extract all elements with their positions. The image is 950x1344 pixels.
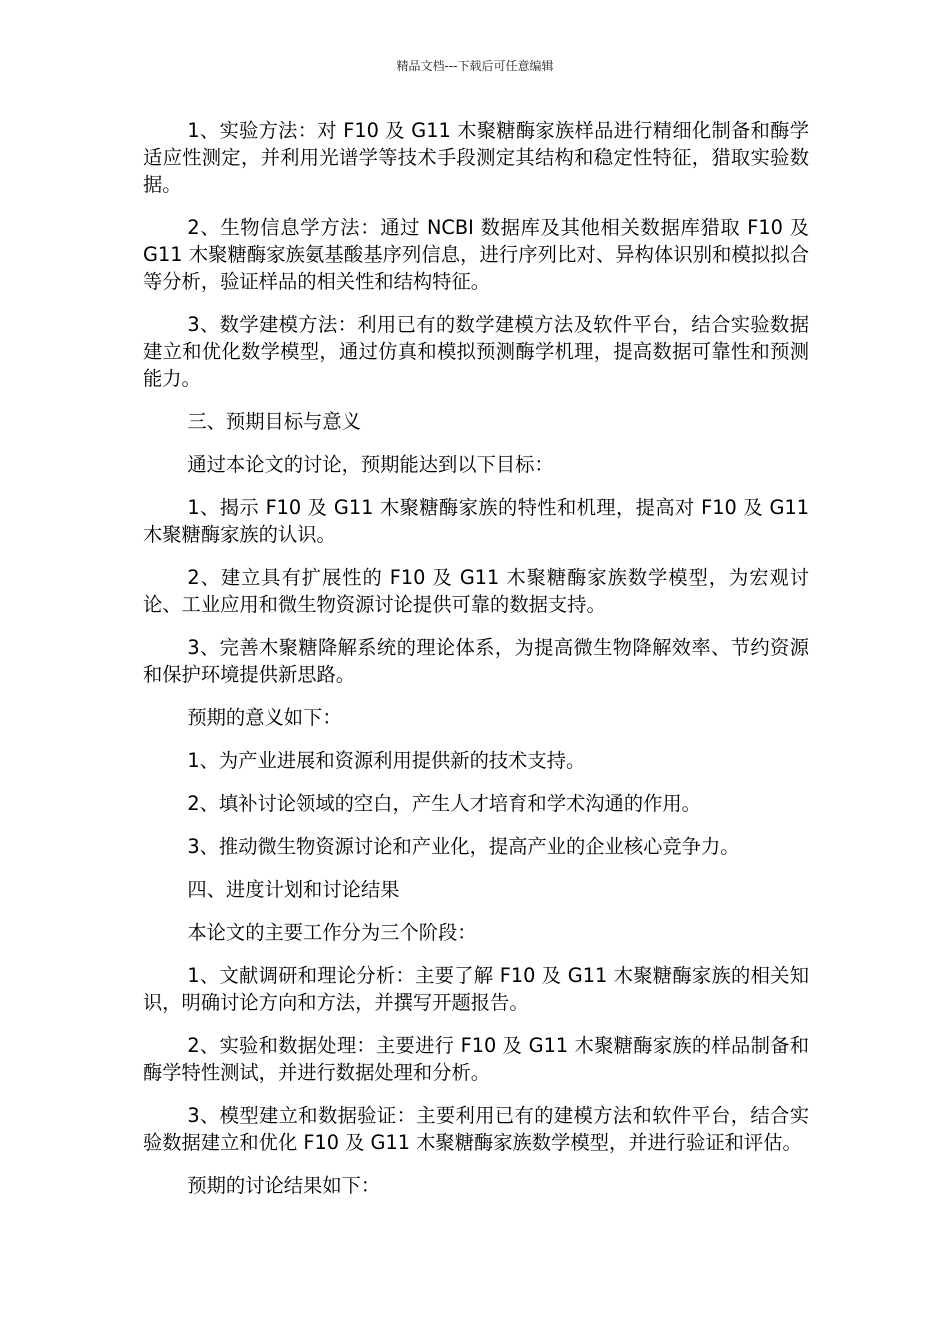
paragraph-goal-2: 2、建立具有扩展性的 F10 及 G11 木聚糖酶家族数学模型，为宏观讨论、工业应用和微生物资源讨论提供可靠的数据支持。 bbox=[143, 566, 809, 616]
paragraph-modeling-method: 3、数学建模方法：利用已有的数学建模方法及软件平台，结合实验数据建立和优化数学模型，通过仿真和模拟预测酶学机理，提高数据可靠性和预测能力。 bbox=[143, 313, 809, 390]
paragraph-stage-2: 2、实验和数据处理：主要进行 F10 及 G11 木聚糖酶家族的样品制备和酶学特性测试，并进行数据处理和分析。 bbox=[143, 1034, 809, 1084]
section-heading-schedule: 四、进度计划和讨论结果 bbox=[187, 878, 400, 901]
paragraph-goal-1: 1、揭示 F10 及 G11 木聚糖酶家族的特性和机理，提高对 F10 及 G11 木聚糖酶家族的认识。 bbox=[143, 496, 809, 546]
paragraph-stage-3: 3、模型建立和数据验证：主要利用已有的建模方法和软件平台，结合实验数据建立和优化 F10 及 G11 木聚糖酶家族数学模型，并进行验证和评估。 bbox=[143, 1104, 809, 1154]
page-header: 精品文档---下载后可任意编辑 bbox=[396, 59, 554, 73]
paragraph-goals-intro: 通过本论文的讨论，预期能达到以下目标： bbox=[187, 453, 554, 476]
paragraph-goal-3: 3、完善木聚糖降解系统的理论体系，为提高微生物降解效率、节约资源和保护环境提供新思路。 bbox=[143, 636, 809, 686]
paragraph-significance-2: 2、填补讨论领域的空白，产生人才培育和学术沟通的作用。 bbox=[187, 792, 701, 815]
paragraph-significance-intro: 预期的意义如下： bbox=[187, 706, 342, 729]
paragraph-experiment-method: 1、实验方法：对 F10 及 G11 木聚糖酶家族样品进行精细化制备和酶学适应性测定，并利用光谱学等技术手段测定其结构和稳定性特征，猎取实验数据。 bbox=[143, 119, 809, 196]
section-heading-goals: 三、预期目标与意义 bbox=[187, 410, 361, 433]
paragraph-bioinformatics-method: 2、生物信息学方法：通过 NCBI 数据库及其他相关数据库猎取 F10 及 G11 木聚糖酶家族氨基酸基序列信息，进行序列比对、异构体识别和模拟拟合等分析，验证样品的相关性和结构特征。 bbox=[143, 216, 809, 293]
paragraph-stage-1: 1、文献调研和理论分析：主要了解 F10 及 G11 木聚糖酶家族的相关知识，明确讨论方向和方法，并撰写开题报告。 bbox=[143, 964, 809, 1014]
paragraph-significance-1: 1、为产业进展和资源利用提供新的技术支持。 bbox=[187, 749, 586, 772]
document-body bbox=[143, 117, 809, 1215]
paragraph-stages-intro: 本论文的主要工作分为三个阶段： bbox=[187, 921, 477, 944]
paragraph-results-intro: 预期的讨论结果如下： bbox=[187, 1174, 381, 1197]
paragraph-significance-3: 3、推动微生物资源讨论和产业化，提高产业的企业核心竞争力。 bbox=[187, 835, 740, 858]
